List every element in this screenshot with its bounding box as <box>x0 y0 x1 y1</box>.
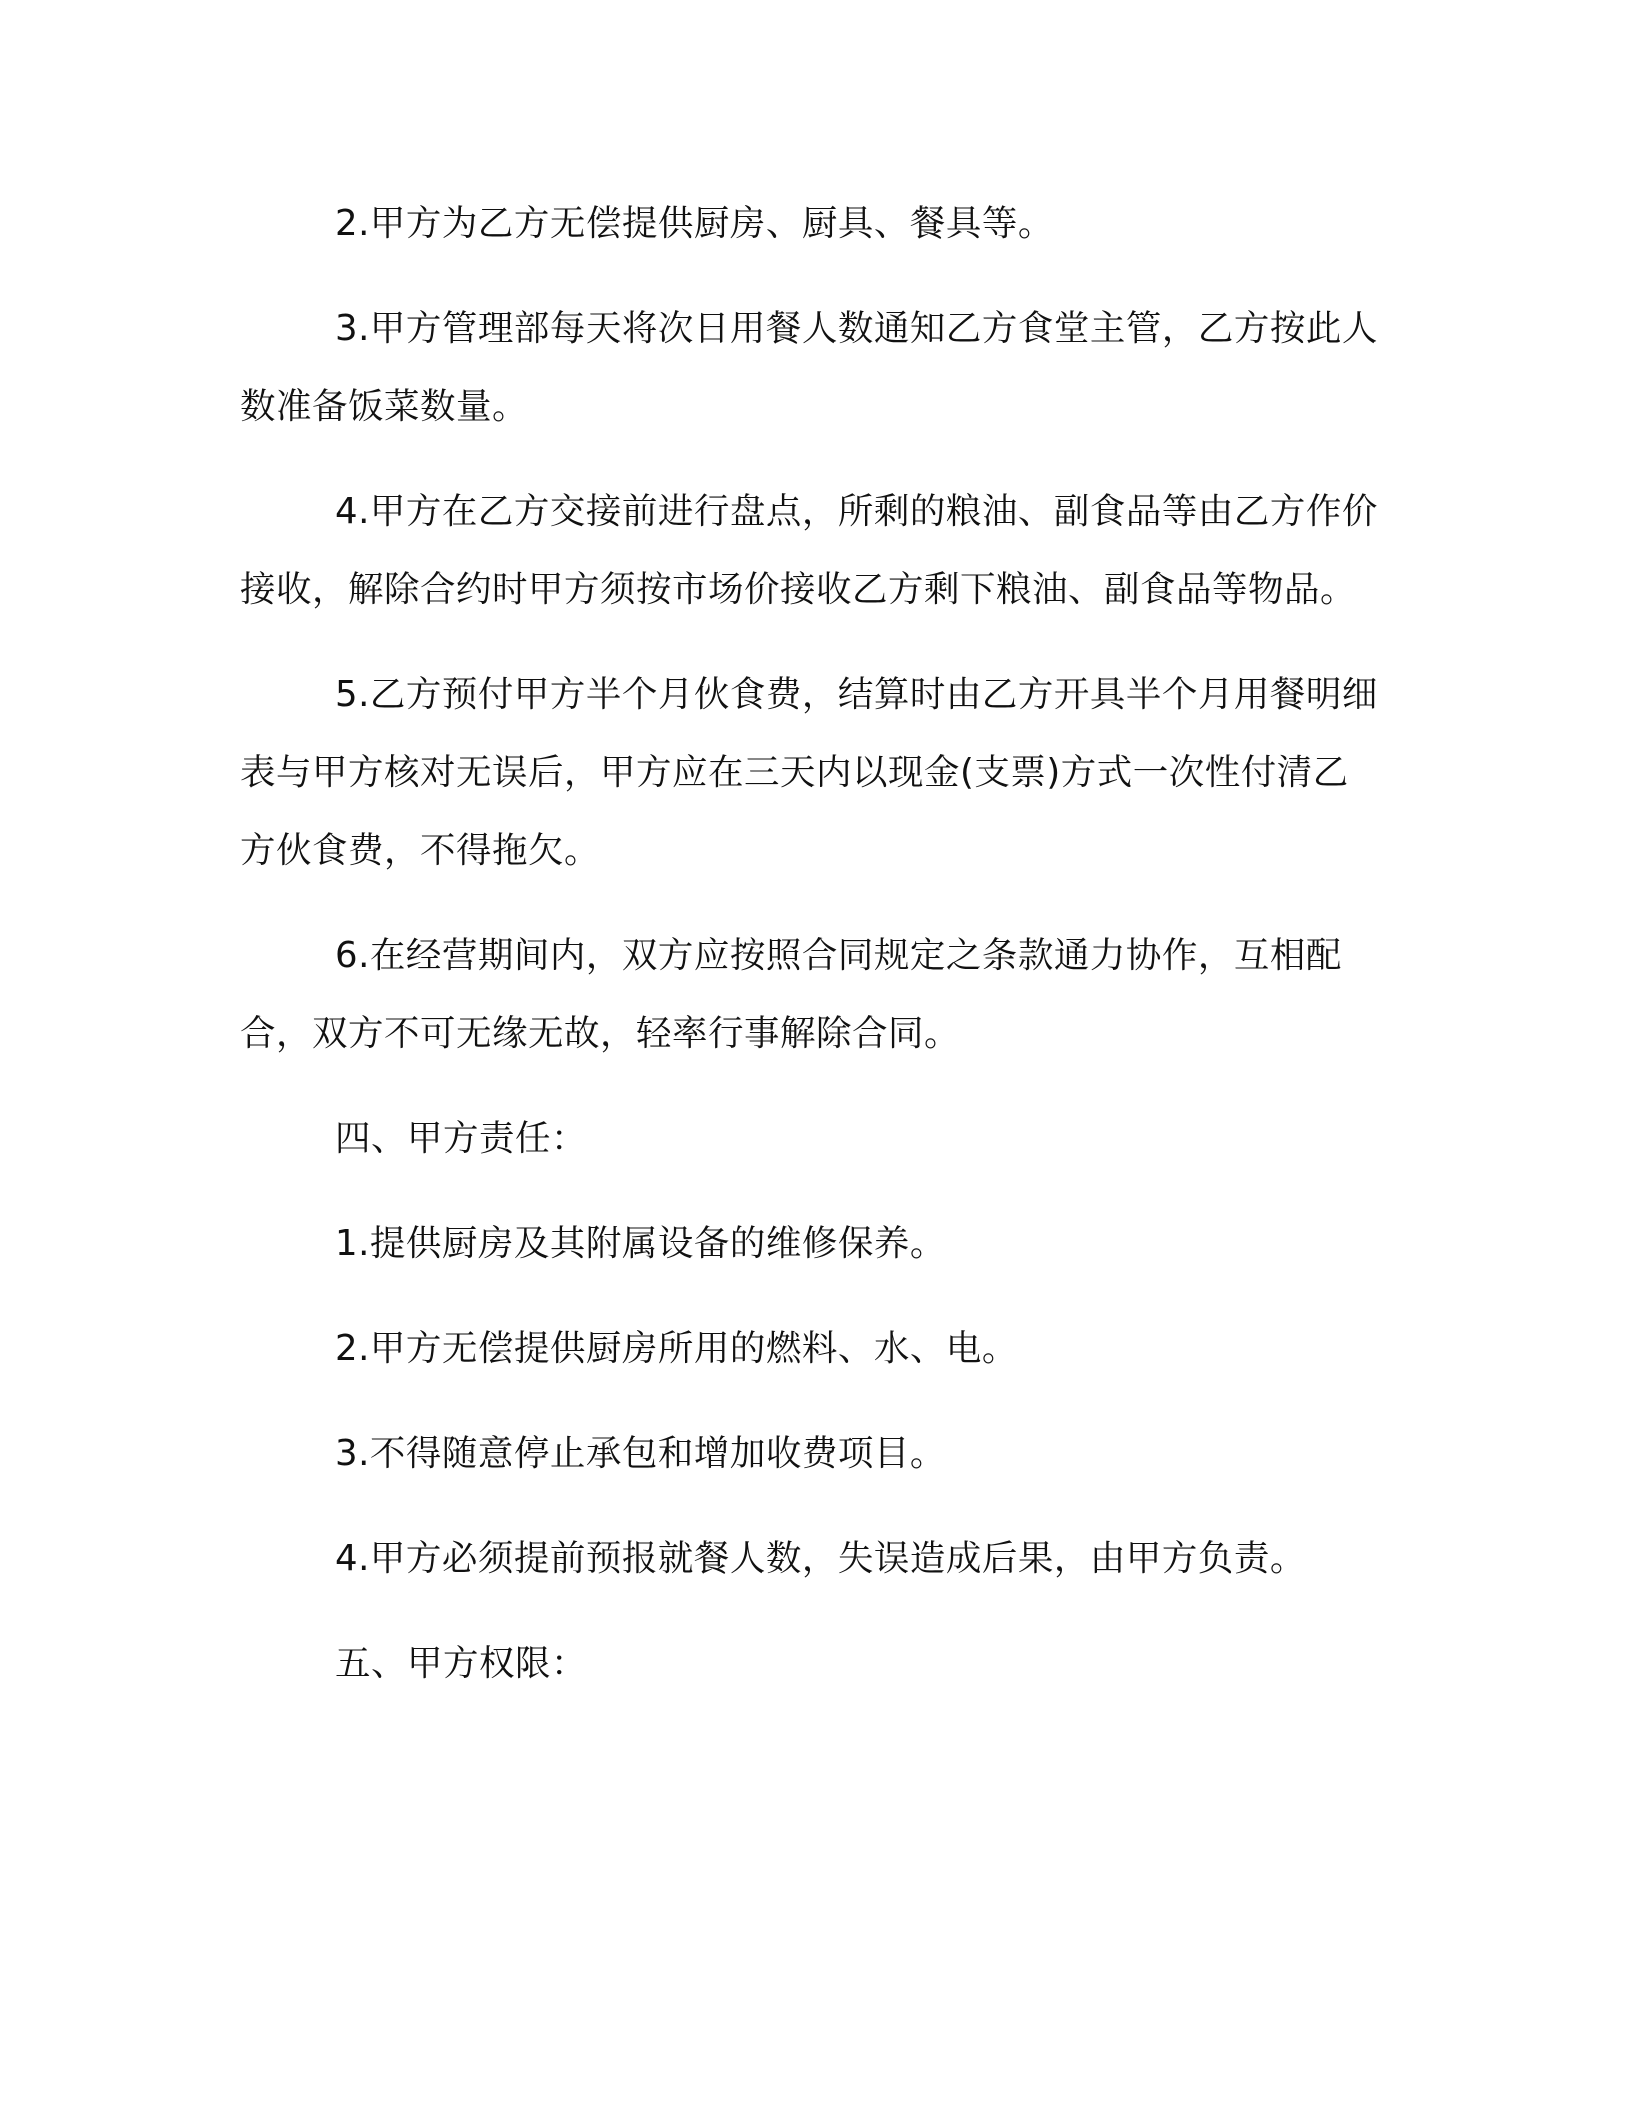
paragraph-item-4: 4.甲方在乙方交接前进行盘点，所剩的粮油、副食品等由乙方作价接收，解除合约时甲方须按市场价接收乙方剩下粮油、副食品等物品。 <box>240 491 1378 610</box>
paragraph-item-2: 2.甲方为乙方无偿提供厨房、厨具、餐具等。 <box>335 203 1054 244</box>
paragraph-item-3: 3.甲方管理部每天将次日用餐人数通知乙方食堂主管，乙方按此人数准备饭菜数量。 <box>240 308 1378 427</box>
paragraph-item-6: 6.在经营期间内，双方应按照合同规定之条款通力协作，互相配合，双方不可无缘无故，轻率行事解除合同。 <box>240 935 1342 1054</box>
responsibility-item-1: 1.提供厨房及其附属设备的维修保养。 <box>335 1223 946 1264</box>
responsibility-item-2: 2.甲方无偿提供厨房所用的燃料、水、电。 <box>335 1328 1018 1369</box>
responsibility-item-3: 3.不得随意停止承包和增加收费项目。 <box>335 1433 946 1474</box>
paragraph-item-5: 5.乙方预付甲方半个月伙食费，结算时由乙方开具半个月用餐明细表与甲方核对无误后，甲方应在三天内以现金(支票)方式一次性付清乙方伙食费，不得拖欠。 <box>240 674 1378 871</box>
responsibility-item-4: 4.甲方必须提前预报就餐人数，失误造成后果，由甲方负责。 <box>335 1538 1306 1579</box>
document-body <box>240 185 1380 1703</box>
section-heading-party-a-authority: 五、甲方权限： <box>335 1643 588 1684</box>
section-heading-party-a-responsibility: 四、甲方责任： <box>335 1118 588 1159</box>
